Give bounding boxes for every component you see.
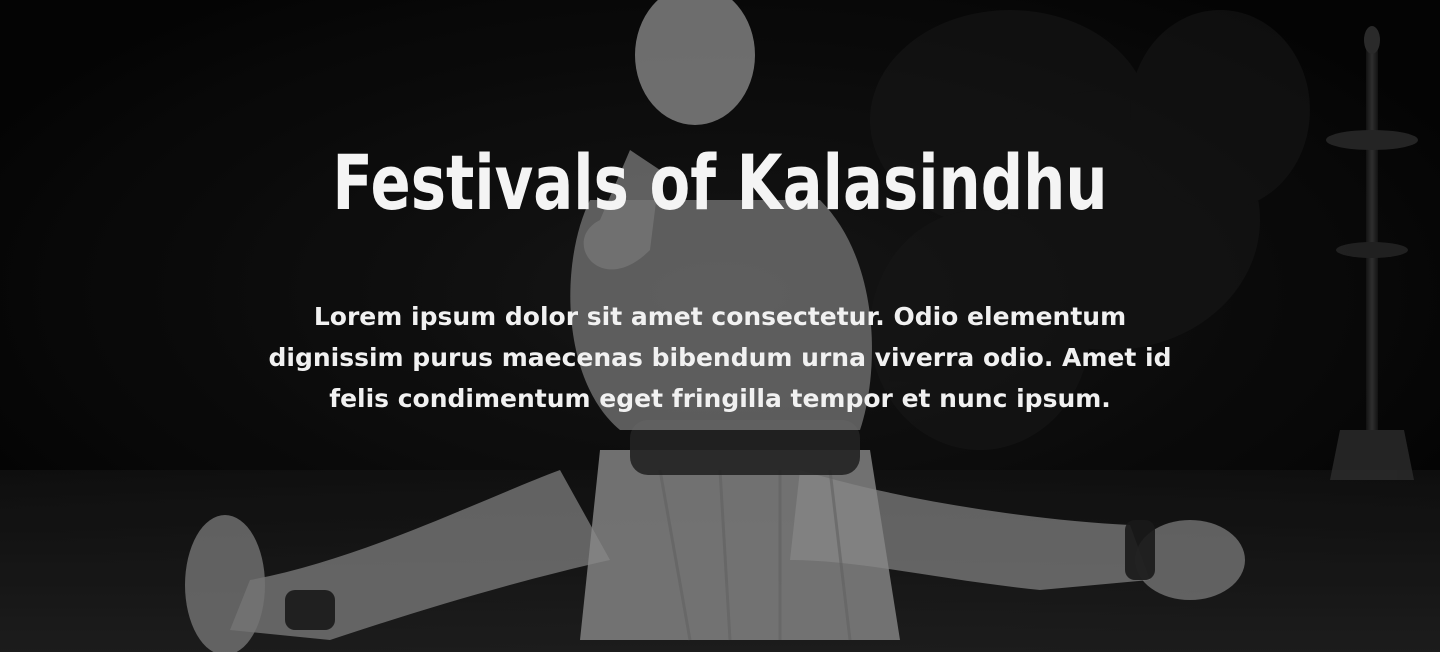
hero-description: Lorem ipsum dolor sit amet consectetur. Odio elementum dignissim purus maecenas bibendum urna viverra odio. Amet id felis condimentum eget fringilla tempor et nunc ipsum.: [268, 302, 1172, 413]
hero-title: Festivals of Kalasindhu: [332, 138, 1108, 227]
